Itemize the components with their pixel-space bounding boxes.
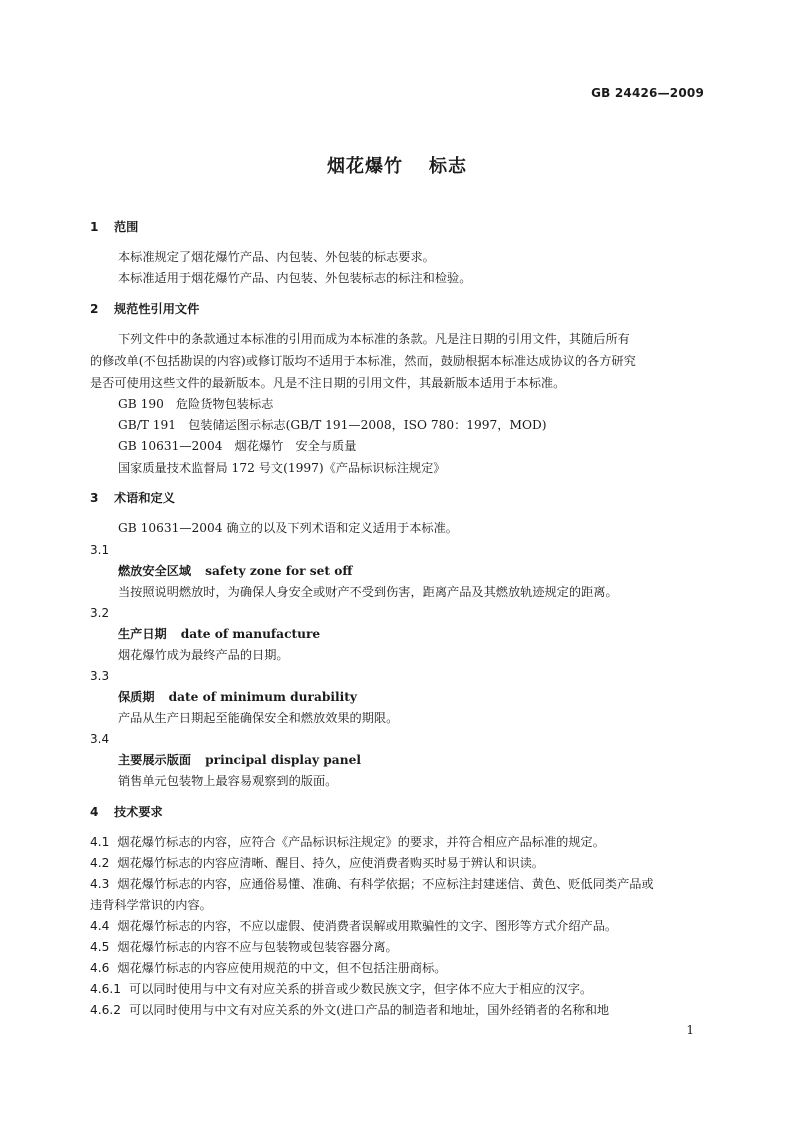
- page-number: 1: [686, 1023, 694, 1037]
- term-3-4-definition: 销售单元包装物上最容易观察到的版面。: [118, 774, 338, 788]
- s2-para-line-3: 是否可使用这些文件的最新版本。凡是不注日期的引用文件，其最新版本适用于本标准。: [90, 376, 566, 390]
- term-3-2-number: 3.2: [90, 606, 110, 620]
- term-3-3-number: 3.3: [90, 669, 110, 683]
- term-3-3-definition: 产品从生产日期起至能确保安全和燃放效果的期限。: [118, 711, 399, 725]
- s2-para-line-1: 下列文件中的条款通过本标准的引用而成为本标准的条款。凡是注日期的引用文件，其随后所有: [118, 332, 630, 346]
- title-part-1: 烟花爆竹: [327, 156, 403, 177]
- s3-intro: GB 10631—2004 确立的以及下列术语和定义适用于本标准。: [118, 521, 458, 535]
- reference-3: GB 10631—2004 烟花爆竹 安全与质量: [118, 439, 357, 453]
- clause-4-1: 4.1 烟花爆竹标志的内容，应符合《产品标识标注规定》的要求，并符合相应产品标准的规定。: [90, 835, 605, 849]
- term-3-3: 保质期 date of minimum durability: [118, 690, 357, 704]
- term-3-1: 燃放安全区域 safety zone for set off: [118, 564, 353, 578]
- clause-4-6-2: 4.6.2 可以同时使用与中文有对应关系的外文(进口产品的制造者和地址，国外经销者的名称和地: [90, 1003, 610, 1017]
- s1-para-2: 本标准适用于烟花爆竹产品、内包装、外包装标志的标注和检验。: [118, 271, 472, 285]
- document-title: [0, 152, 794, 178]
- reference-2: GB/T 191 包装储运图示标志(GB/T 191—2008，ISO 780：1997，MOD): [118, 418, 547, 432]
- clause-4-3: 4.3 烟花爆竹标志的内容，应通俗易懂、准确、有科学依据；不应标注封建迷信、黄色、贬低同类产品或: [90, 877, 654, 891]
- term-3-2-definition: 烟花爆竹成为最终产品的日期。: [118, 648, 289, 662]
- standard-number: GB 24426—2009: [591, 86, 704, 100]
- term-3-2: 生产日期 date of manufacture: [118, 627, 321, 641]
- section-3-heading: 3 术语和定义: [90, 491, 175, 505]
- clause-4-4: 4.4 烟花爆竹标志的内容，不应以虚假、使消费者误解或用欺骗性的文字、图形等方式介绍产品。: [90, 919, 618, 933]
- section-1-heading: 1 范围: [90, 220, 139, 234]
- term-3-1-definition: 当按照说明燃放时，为确保人身安全或财产不受到伤害，距离产品及其燃放轨迹规定的距离。: [118, 585, 618, 599]
- term-3-4: 主要展示版面 principal display panel: [118, 753, 361, 767]
- term-3-1-number: 3.1: [90, 543, 110, 557]
- reference-1: GB 190 危险货物包装标志: [118, 397, 274, 411]
- clause-4-6: 4.6 烟花爆竹标志的内容应使用规范的中文，但不包括注册商标。: [90, 961, 447, 975]
- s1-para-1: 本标准规定了烟花爆竹产品、内包装、外包装的标志要求。: [118, 250, 435, 264]
- clause-4-6-1: 4.6.1 可以同时使用与中文有对应关系的拼音或少数民族文字，但字体不应大于相应的汉字。: [90, 982, 593, 996]
- clause-4-2: 4.2 烟花爆竹标志的内容应清晰、醒目、持久，应使消费者购买时易于辨认和识读。: [90, 856, 544, 870]
- reference-4: 国家质量技术监督局 172 号文(1997)《产品标识标注规定》: [118, 461, 446, 475]
- title-part-2: 标志: [429, 156, 467, 177]
- section-4-heading: 4 技术要求: [90, 805, 163, 819]
- s2-para-line-2: 的修改单(不包括勘误的内容)或修订版均不适用于本标准，然而，鼓励根据本标准达成协议的各方研究: [90, 354, 636, 368]
- term-3-4-number: 3.4: [90, 732, 110, 746]
- clause-4-3-continued: 违背科学常识的内容。: [90, 898, 212, 912]
- section-2-heading: 2 规范性引用文件: [90, 302, 200, 316]
- clause-4-5: 4.5 烟花爆竹标志的内容不应与包装物或包装容器分离。: [90, 940, 398, 954]
